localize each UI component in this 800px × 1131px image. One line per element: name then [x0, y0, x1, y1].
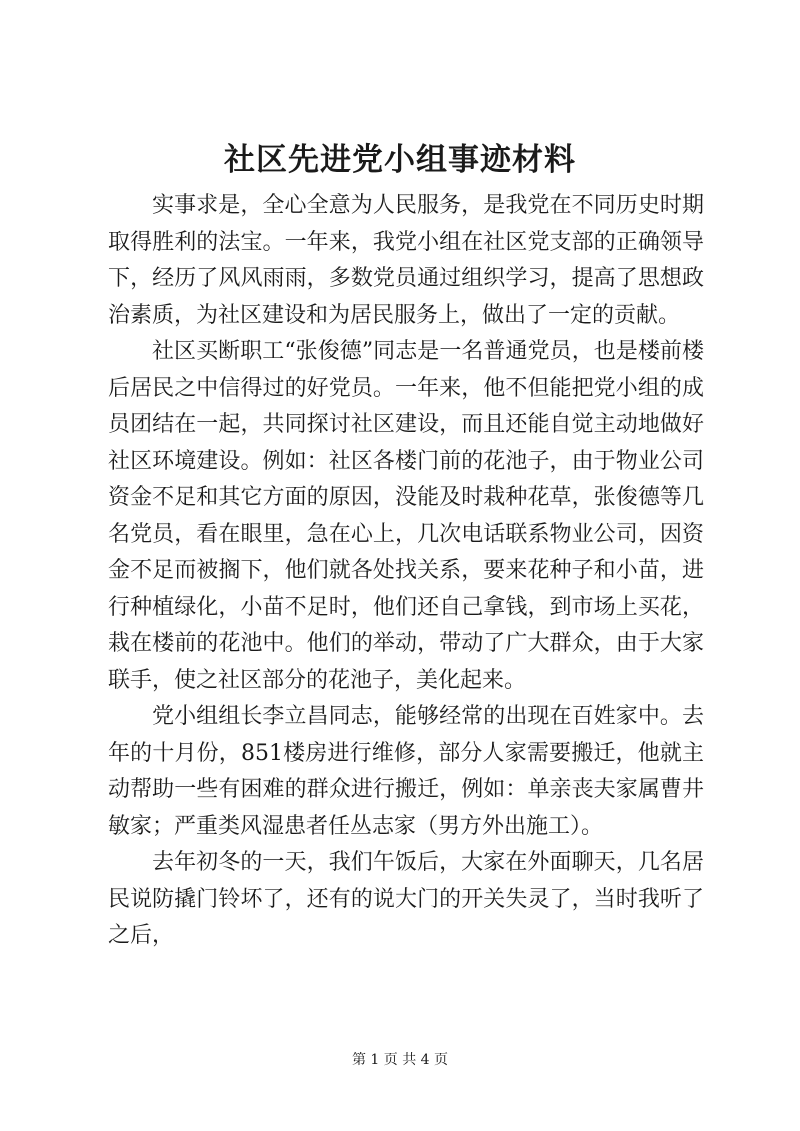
page-number-footer: 第 1 页 共 4 页 [351, 1052, 449, 1068]
document-title: 社区先进党小组事迹材料 [224, 142, 576, 178]
document-body [108, 188, 704, 955]
paragraph-3: 党小组组长李立昌同志，能够经常的出现在百姓家中。去年的十月份，851楼房进行维修，部分人家需要搬迁，他就主动帮助一些有困难的群众进行搬迁，例如：单亲丧夫家属曹井敏家；严重类风湿患者任丛志家（男方外出施工）。 [108, 704, 704, 839]
paragraph-1: 实事求是，全心全意为人民服务，是我党在不同历史时期取得胜利的法宝。一年来，我党小组在社区党支部的正确领导下，经历了风风雨雨，多数党员通过组织学习，提高了思想政治素质，为社区建设和为居民服务上，做出了一定的贡献。 [108, 193, 704, 328]
paragraph-2: 社区买断职工“张俊德”同志是一名普通党员，也是楼前楼后居民之中信得过的好党员。一年来，他不但能把党小组的成员团结在一起，共同探讨社区建设，而且还能自觉主动地做好社区环境建设。例如：社区各楼门前的花池子，由于物业公司资金不足和其它方面的原因，没能及时栽种花草，张俊德等几名党员，看在眼里，急在心上，几次电话联系物业公司，因资金不足而被搁下，他们就各处找关系，要来花种子和小苗，进行种植绿化，小苗不足时，他们还自己拿钱，到市场上买花，栽在楼前的花池中。他们的举动，带动了广大群众，由于大家联手，使之社区部分的花池子，美化起来。 [108, 339, 704, 693]
paragraph-4: 去年初冬的一天，我们午饭后，大家在外面聊天，几名居民说防撬门铃坏了，还有的说大门的开关失灵了，当时我听了之后， [108, 850, 704, 948]
